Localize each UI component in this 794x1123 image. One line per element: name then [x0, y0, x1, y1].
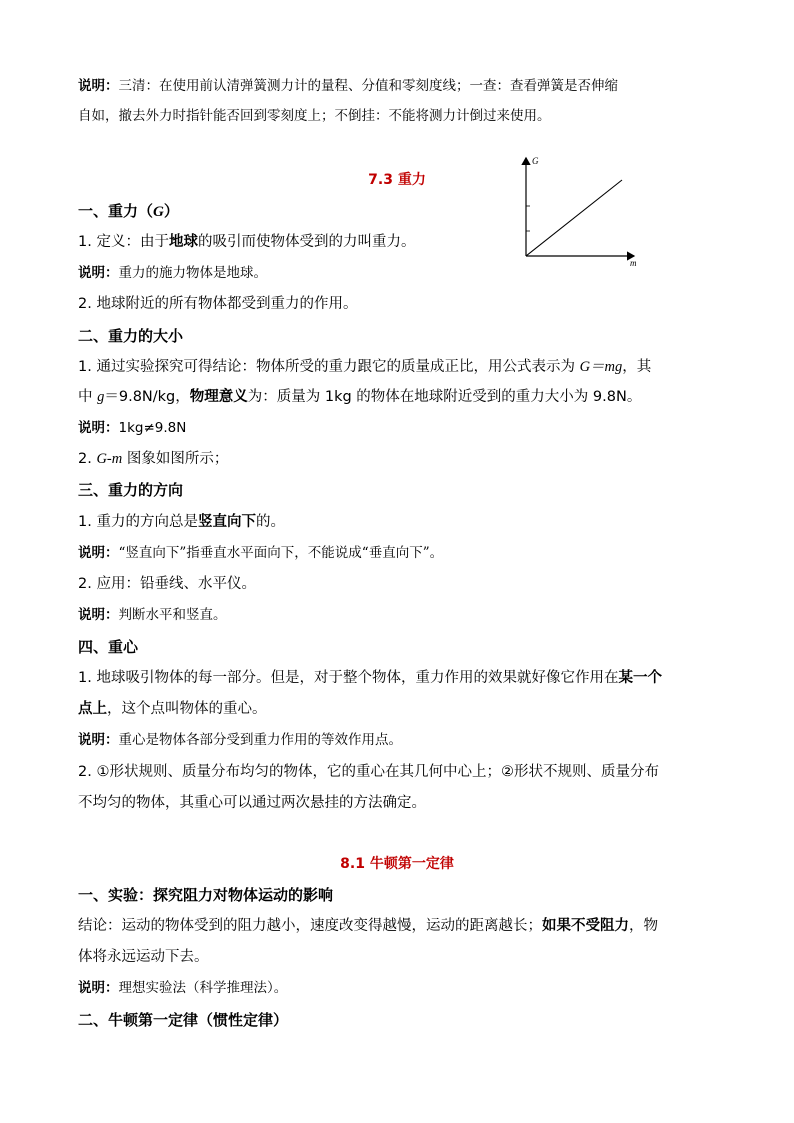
note-vertical-down: 说明：“竖直向下”指垂直水平面向下，不能说成“垂直向下”。 [78, 545, 444, 561]
note-force-source: 说明：重力的施力物体是地球。 [78, 265, 267, 281]
heading-newtons-first-law: 二、牛顿第一定律（惯性定律） [78, 1011, 289, 1029]
note-equivalent-point: 说明：重心是物体各部分受到重力作用的等效作用点。 [78, 732, 402, 748]
center-line-3: 2. ①形状规则、质量分布均匀的物体，它的重心在其几何中心上；②形状不规则、质量分布 [78, 764, 659, 780]
center-line-1: 1. 地球吸引物体的每一部分。但是，对于整个物体，重力作用的效果就好像它作用在某一个 [78, 670, 662, 686]
note-ideal-experiment: 说明：理想实验法（科学推理法）。 [78, 980, 288, 996]
heading-gravity-direction: 三、重力的方向 [78, 481, 184, 499]
conclusion-line-1: 结论：运动的物体受到的阻力越小，速度改变得越慢，运动的距离越长；如果不受阻力，物 [78, 918, 658, 934]
definition-line: 1. 定义：由于地球的吸引而使物体受到的力叫重力。 [78, 234, 416, 250]
conclusion-line-2: 体将永远运动下去。 [78, 949, 209, 965]
section-title-7-3: 7.3 重力 [368, 172, 426, 188]
heading-gravity: 一、重力（G） [78, 202, 179, 220]
note-spring-scale-1: 说明：三清：在使用前认清弹簧测力计的量程、分值和零刻度线；一查：查看弹簧是否伸缩 [78, 78, 618, 94]
g-m-graph [512, 152, 644, 270]
y-axis-label: G [532, 156, 539, 166]
direction-line: 1. 重力的方向总是竖直向下的。 [78, 514, 285, 530]
x-axis-label: m [630, 258, 637, 268]
center-line-4: 不均匀的物体，其重心可以通过两次悬挂的方法确定。 [78, 795, 426, 811]
center-line-2: 点上，这个点叫物体的重心。 [78, 701, 267, 717]
proportional-line [526, 180, 622, 256]
heading-gravity-magnitude: 二、重力的大小 [78, 327, 184, 345]
gm-graph-caption: 2. G-m 图象如图所示； [78, 451, 229, 467]
formula-line-1: 1. 通过实验探究可得结论：物体所受的重力跟它的质量成正比，用公式表示为 G＝mg，其 [78, 359, 652, 375]
note-level-vertical: 说明：判断水平和竖直。 [78, 607, 227, 623]
formula-line-2: 中 g＝9.8N/kg，物理意义为：质量为 1kg 的物体在地球附近受到的重力大小为 9.8N。 [78, 389, 642, 405]
heading-center-of-gravity: 四、重心 [78, 638, 139, 656]
application-line: 2. 应用：铅垂线、水平仪。 [78, 576, 256, 592]
note-kg-not-newton: 说明：1kg≠9.8N [78, 420, 187, 436]
section-title-8-1: 8.1 牛顿第一定律 [340, 856, 454, 872]
near-earth-line: 2. 地球附近的所有物体都受到重力的作用。 [78, 296, 358, 312]
heading-experiment: 一、实验：探究阻力对物体运动的影响 [78, 886, 334, 904]
note-spring-scale-2: 自如，撤去外力时指针能否回到零刻度上；不倒挂：不能将测力计倒过来使用。 [78, 108, 551, 124]
